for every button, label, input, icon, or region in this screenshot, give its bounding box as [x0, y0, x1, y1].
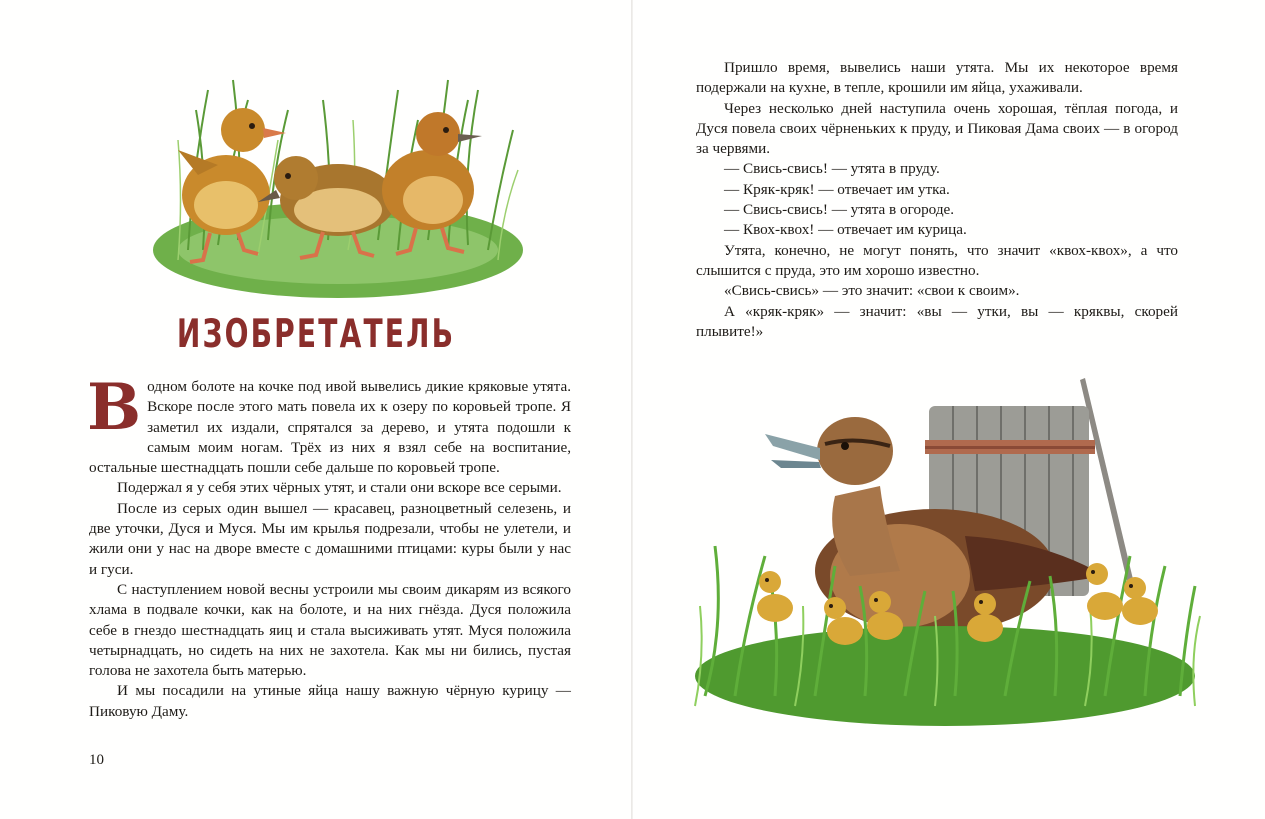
- paragraph: [87, 370, 571, 478]
- ducklings-illustration: [148, 50, 532, 300]
- paragraph: И мы посадили на утиные яйца нашу важную чёрную курицу — Пиковую Даму.: [89, 682, 571, 720]
- dialogue-line: — Свись-свись! — утята в огороде.: [724, 201, 955, 219]
- dialogue-line: — Квох-квох! — отвечает им курица.: [724, 221, 967, 239]
- drop-cap: В: [87, 370, 142, 445]
- dialogue-line: — Свись-свись! — утята в пруду.: [724, 160, 940, 178]
- duck-with-ducklings-illustration: [685, 376, 1205, 726]
- paragraph: Через несколько дней наступила очень хорошая, тёплая погода, и Дуся повела своих чёрненьких к пруду, и Пиковая Дама своих — в огород за червями.: [696, 99, 1178, 158]
- left-page: [0, 0, 632, 819]
- paragraph-text: одном болоте на кочке под ивой вывелись дикие кряковые утята. Вскоре после этого мать повела их к озеру по коровьей тропе. Я заметил их издали, спрятался за дерево, и утята подошли к самым моим ногам. Трёх из них я взял себе на воспитание, остальные шестнадцать пошли себе дальше по коровьей тропе.: [89, 378, 571, 477]
- paragraph: С наступлением новой весны устроили мы своим дикарям из всякого хлама в подвале кочки, как на болоте, и на них гнёзда. Дуся положила себе в гнездо шестнадцать яиц и стала высиживать утят. Муся положила четырнадцать, но сидеть на них не захотела. Как мы ни бились, пустая голова не захотела быть матерью.: [89, 580, 571, 680]
- paragraph: А «кряк-кряк» — значит: «вы — утки, вы — кряквы, скорей плывите!»: [696, 302, 1178, 340]
- paragraph: Пришло время, вывелись наши утята. Мы их некоторое время подержали на кухне, в тепле, крошили им яйца, ухаживали.: [696, 59, 1178, 97]
- right-page: [633, 0, 1265, 819]
- right-text-body: [696, 58, 1178, 342]
- paragraph: Утята, конечно, не могут понять, что значит «квох-квох», а что слышится с пруда, это им хорошо известно.: [696, 241, 1178, 279]
- paragraph: После из серых один вышел — красавец, разноцветный селезень, и две уточки, Дуся и Муся. Мы им крылья подрезали, чтобы не улетели, и жили они у нас на дворе вместе с домашними птицами: куры были у нас и гуси.: [89, 499, 571, 578]
- left-text-body: [87, 370, 571, 722]
- paragraph: Подержал я у себя этих чёрных утят, и стали они вскоре все серыми.: [117, 479, 562, 497]
- dialogue-line: — Кряк-кряк! — отвечает им утка.: [724, 180, 950, 198]
- chapter-title: ИЗОБРЕТАТЕЛЬ: [176, 312, 456, 357]
- page-number: 10: [89, 752, 104, 768]
- paragraph: «Свись-свись» — это значит: «свои к своим».: [724, 282, 1020, 300]
